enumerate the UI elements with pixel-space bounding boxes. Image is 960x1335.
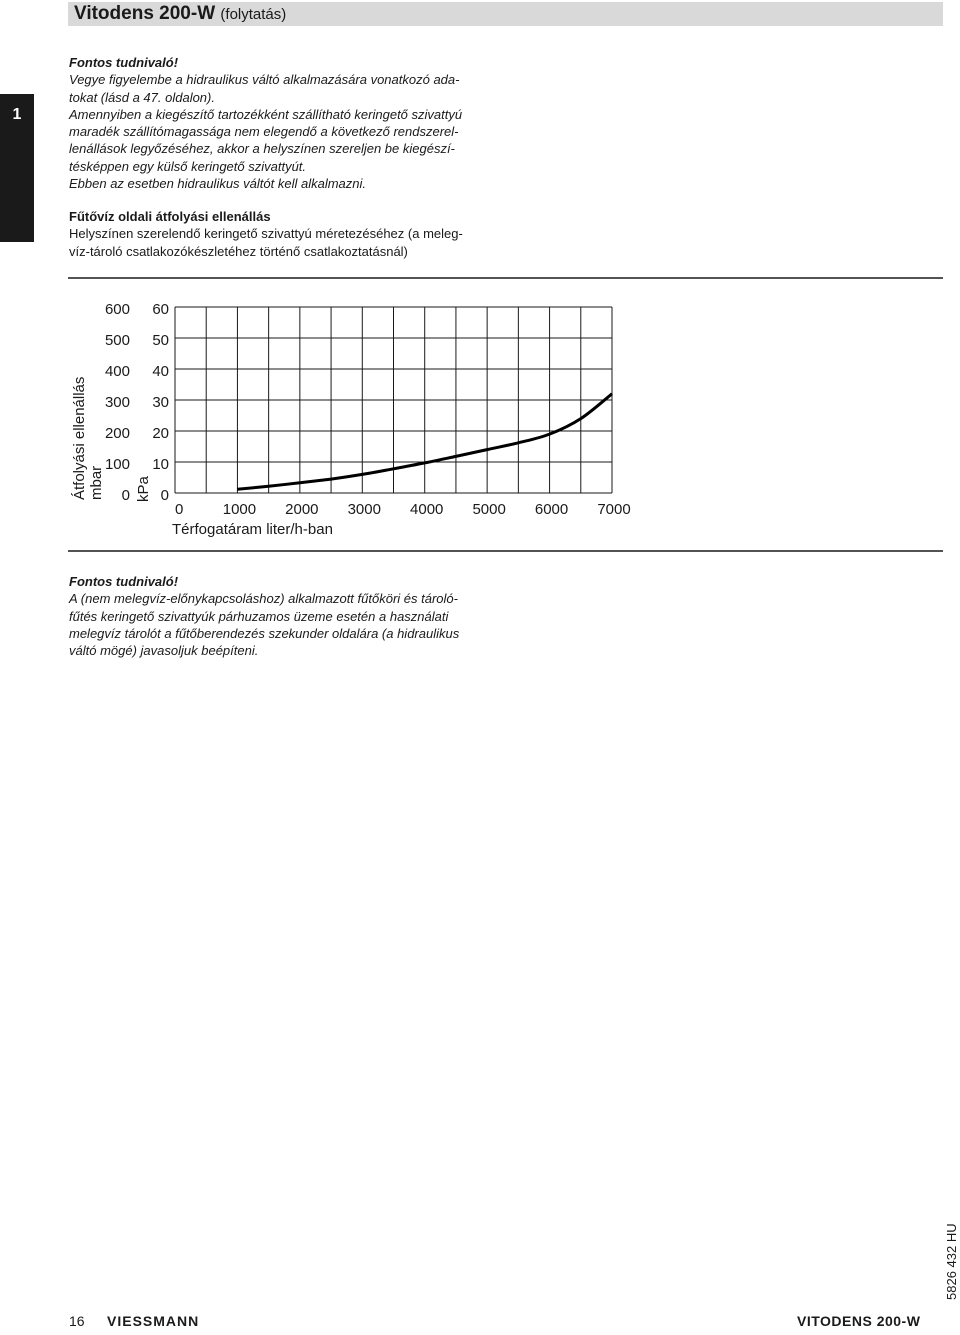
note-1-line: Vegye figyelembe a hidraulikus váltó alkalmazására vonatkozó ada- xyxy=(69,72,460,88)
page-title-sub: (folytatás) xyxy=(220,6,287,23)
y-axis-label: Átfolyási ellenállás xyxy=(71,376,88,500)
y-tick-label-mbar: 500 xyxy=(104,332,130,349)
section-heading: Fűtővíz oldali átfolyási ellenállás xyxy=(69,209,271,224)
note-1-line: maradék szállítómagassága nem elegendő a következő rendszerel- xyxy=(69,124,459,140)
y-tick-label-mbar: 0 xyxy=(121,487,130,504)
note-2 xyxy=(69,573,509,659)
x-tick-label: 6000 xyxy=(534,501,569,518)
resistance-chart xyxy=(0,0,960,560)
x-tick-label: 5000 xyxy=(472,501,506,518)
section-line: víz-tároló csatlakozókészletéhez történő csatlakoztatásnál) xyxy=(69,243,408,259)
y-tick-label-kpa: 60 xyxy=(152,301,169,318)
note-1-line: lenállások legyőzéséhez, akkor a helyszínen szereljen be kiegészí- xyxy=(69,141,455,157)
note-1-line: Ebben az esetben hidraulikus váltót kell alkalmazni. xyxy=(69,176,367,192)
y-tick-label-mbar: 400 xyxy=(104,363,130,380)
y-axis-unit-kpa: kPa xyxy=(135,476,152,502)
x-axis-label: Térfogatáram liter/h-ban xyxy=(172,521,333,538)
section-line: Helyszínen szerelendő keringető szivattyú méretezéséhez (a meleg- xyxy=(69,226,463,242)
note-2-line: A (nem melegvíz-előnykapcsoláshoz) alkalmazott fűtőköri és tároló- xyxy=(69,591,458,607)
x-tick-label: 3000 xyxy=(347,501,381,518)
note-2-line: fűtés keringető szivattyúk párhuzamos üzeme esetén a használati xyxy=(69,608,449,624)
note-1-heading: Fontos tudnivaló! xyxy=(69,55,179,70)
document-code: 5826 432 HU xyxy=(944,1223,959,1300)
x-tick-label: 4000 xyxy=(410,501,444,518)
product-name: VITODENS 200-W xyxy=(797,1313,921,1329)
y-tick-label-kpa: 20 xyxy=(152,425,169,442)
x-tick-label: 7000 xyxy=(597,501,631,518)
page-title-main: Vitodens 200-W xyxy=(74,3,216,24)
y-tick-label-mbar: 600 xyxy=(104,301,130,318)
note-1-line: tésképpen egy külső keringető szivattyút. xyxy=(69,158,307,174)
note-2-heading: Fontos tudnivaló! xyxy=(69,574,179,589)
note-1-line: tokat (lásd a 47. oldalon). xyxy=(69,89,215,105)
y-tick-label-kpa: 10 xyxy=(152,456,169,473)
page-number: 16 xyxy=(69,1313,85,1329)
y-tick-label-mbar: 100 xyxy=(104,456,130,473)
y-tick-label-mbar: 200 xyxy=(104,425,130,442)
note-2-line: melegvíz tárolót a fűtőberendezés szekunder oldalára (a hidraulikus xyxy=(69,625,460,641)
y-tick-label-kpa: 30 xyxy=(152,394,169,411)
y-tick-label-kpa: 50 xyxy=(152,332,169,349)
brand-logo: VIESSMANN xyxy=(107,1313,200,1329)
y-tick-label-kpa: 0 xyxy=(160,487,169,504)
y-tick-label-kpa: 40 xyxy=(152,363,169,380)
y-axis-unit-mbar: mbar xyxy=(88,465,105,500)
chapter-number: 1 xyxy=(12,106,22,123)
note-2-line: váltó mögé) javasoljuk beépíteni. xyxy=(69,643,259,659)
y-tick-label-mbar: 300 xyxy=(104,394,130,411)
x-tick-label: 1000 xyxy=(222,501,257,518)
x-tick-label: 2000 xyxy=(285,501,319,518)
note-1-line: Amennyiben a kiegészítő tartozékként szállítható keringető szivattyú xyxy=(69,106,463,122)
x-tick-label: 0 xyxy=(175,501,184,518)
